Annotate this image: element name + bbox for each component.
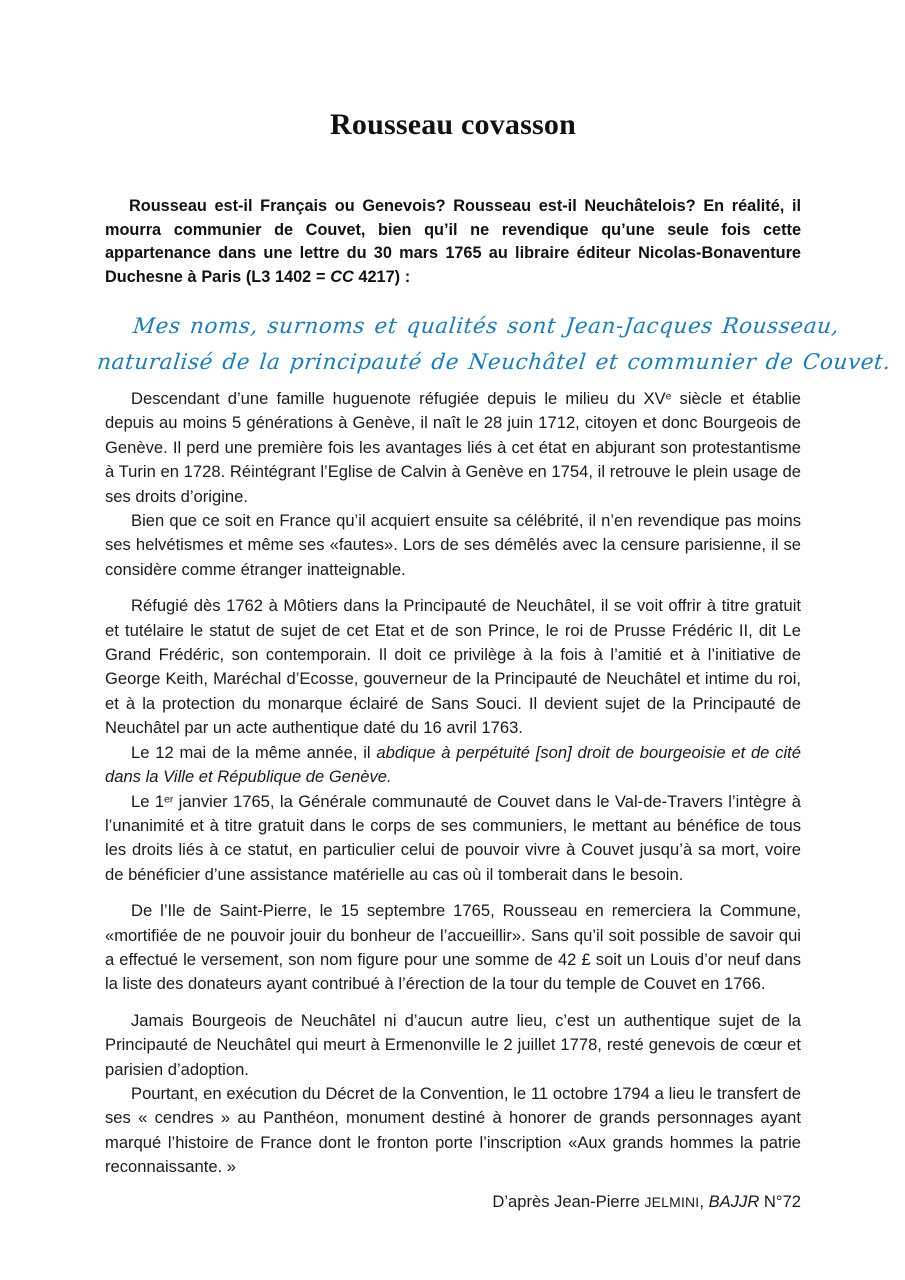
intro-text-part-2: 4217) :: [353, 267, 411, 286]
paragraph-ile-saint-pierre: De l’Ile de Saint-Pierre, le 15 septembre 1765, Rousseau en remerciera la Commune, «mortifiée de ne pouvoir jouir du bonheur de l’accueillir». Sans qu’il soit possible de savoir qui a effectué le versement, son nom figure pour une somme de 42 £ soit un Louis d’or neuf dans la liste des donateurs ayant contribué à l’érection de la tour du temple de Couvet en 1766.: [105, 901, 801, 994]
ordinal-suffix-premier: er: [164, 793, 174, 805]
attribution-publication: BAJJR: [708, 1191, 760, 1211]
paragraph-refuge-motiers: Réfugié dès 1762 à Môtiers dans la Principauté de Neuchâtel, il se voit offrir à titre gratuit et tutélaire le statut de sujet de cet Etat et de son Prince, le roi de Prusse Frédéric II, dit Le Grand Frédéric, son contemporain. Il doit ce privilège à la fois à l’amitié et à l’initiative de George Keith, Maréchal d’Ecosse, gouverneur de la Principauté de Neuchâtel et intime du roi, et à la protection du monarque éclairé de Sans Souci. Il devient sujet de la Principauté de Neuchâtel par un acte authentique daté du 16 avril 1763.: [105, 596, 801, 738]
paragraph-pantheon: Pourtant, en exécution du Décret de la Convention, le 11 octobre 1794 a lieu le transfert de ses « cendres » au Panthéon, monument destiné à honorer de grands personnages ayant marqué l’histoire de France dont le fronton porte l’inscription «Aux grands hommes la patrie reconnaissante. »: [105, 1083, 801, 1177]
paragraph-abdication-quote: abdique à perpétuité [son] droit de bourgeoisie et de cité dans la Ville et République de Genève.: [105, 742, 802, 787]
ordinal-suffix-siecle: e: [665, 391, 672, 403]
body-text: [105, 387, 801, 1180]
intro-paragraph: [105, 141, 801, 289]
paragraph-communaute-couvet: [105, 790, 801, 888]
text-column: [95, 0, 893, 1214]
page-title: Rousseau covasson: [330, 108, 576, 141]
paragraph-communaute-part-2: janvier 1765, la Générale communauté de Couvet dans le Val-de-Travers l’intègre à l’unanimité et à titre gratuit dans le corps de ses communiers, le mettant au bénéfice de tous les droits liés à ce statut, en particulier celui de pouvoir vivre à Couvet jusqu’à sa mort, voire de bénéficier d’une assistance matérielle au cas où il tomberait dans le besoin.: [105, 791, 801, 884]
paragraph-descendance-part-1: Descendant d’une famille huguenote réfugiée depuis le milieu du XV: [131, 389, 666, 408]
handwritten-quote-line-2: naturalisé de la principauté de Neuchâtel et communier de Couvet.: [95, 350, 893, 375]
paragraph-abdication-lead: Le 12 mai de la même année, il: [131, 742, 377, 762]
paragraph-communaute-part-1: Le 1: [131, 791, 165, 811]
intro-text-part-1: Rousseau est-il Français ou Genevois? Rousseau est-il Neuchâtelois? En réalité, il mourra communier de Couvet, bien qu’il ne revendique qu’une seule fois cette appartenance dans une lettre du 30 mars 1765 au libraire éditeur Nicolas-Bonaventure Duchesne à Paris (L3 1402 =: [105, 197, 801, 286]
paragraph-celebrite: Bien que ce soit en France qu’il acquiert ensuite sa célébrité, il n’en revendique pas moins ses helvétismes et même ses «fautes». Lors de ses démêlés avec la censure parisienne, il se considère comme étranger inatteignable.: [105, 511, 801, 579]
paragraph-descendance: [105, 387, 801, 509]
attribution-separator: ,: [699, 1191, 709, 1211]
paragraph-sujet-neuchatel: Jamais Bourgeois de Neuchâtel ni d’aucun autre lieu, c’est un authentique sujet de la Principauté de Neuchâtel qui meurt à Ermenonville le 2 juillet 1778, resté genevois de cœur et parisien d’adoption.: [105, 1010, 801, 1079]
attribution-prefix: D’après Jean-Pierre: [492, 1191, 645, 1211]
attribution-author-surname: JELMINI: [644, 1193, 700, 1210]
paragraph-abdication: [105, 741, 801, 790]
attribution-issue: N°72: [759, 1191, 801, 1211]
intro-citation-code: CC: [330, 267, 354, 286]
paragraph-descendance-part-2: siècle et établie depuis au moins 5 générations à Genève, il naît le 28 juin 1712, citoyen et donc Bourgeois de Genève. Il perd une première fois les avantages liés à cet état en abjurant son protestantisme à Turin en 1728. Réintégrant l’Eglise de Calvin à Genève en 1754, il retrouve le plein usage de ses droits d’origine.: [105, 389, 801, 506]
source-attribution: [105, 1180, 801, 1214]
handwritten-quote-line-1: Mes noms, surnoms et qualités sont Jean-Jacques Rousseau,: [131, 314, 841, 339]
handwritten-quote: [95, 289, 893, 387]
